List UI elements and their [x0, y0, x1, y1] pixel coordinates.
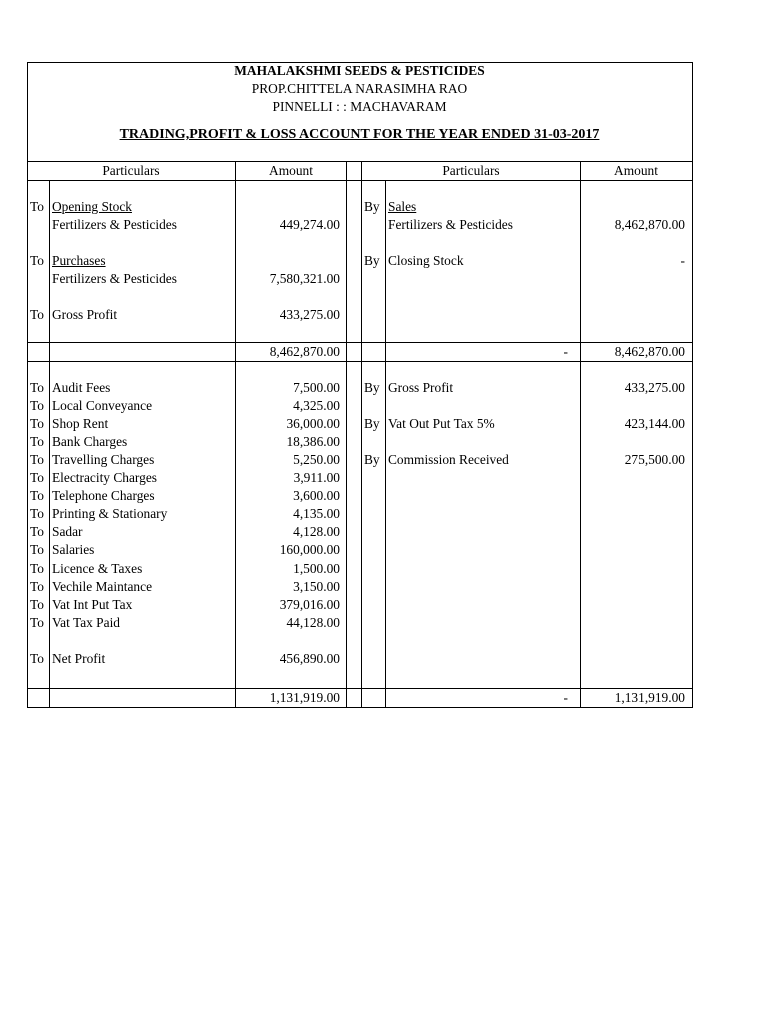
trading-total-rule-top	[27, 342, 693, 343]
trading-left-prefix: To	[30, 307, 44, 322]
pl-left-amount: 36,000.00	[286, 416, 340, 431]
pl-right-label: Commission Received	[388, 452, 509, 467]
pl-left-label: Electracity Charges	[52, 470, 157, 485]
trading-left-label: Purchases	[52, 253, 106, 268]
pl-right-amount: 275,500.00	[624, 452, 685, 467]
trading-right-label: Sales	[388, 199, 417, 214]
pl-left-prefix: To	[30, 524, 44, 539]
column-header-rule	[27, 180, 693, 181]
trading-left-amount: 433,275.00	[279, 307, 340, 322]
pl-left-prefix: To	[30, 470, 44, 485]
column-header-particulars-left: Particulars	[102, 163, 160, 178]
pl-right-prefix: By	[364, 452, 380, 467]
pl-right-amount: 433,275.00	[624, 380, 685, 395]
pl-left-prefix: To	[30, 398, 44, 413]
proprietor-name: PROP.CHITTELA NARASIMHA RAO	[251, 81, 468, 96]
trading-right-amount: -	[680, 253, 685, 268]
trading-left-prefix: To	[30, 199, 44, 214]
pl-left-label: Shop Rent	[52, 416, 109, 431]
pl-left-prefix: To	[30, 651, 44, 666]
trading-total-right-dash: -	[563, 344, 568, 359]
trading-left-label: Fertilizers & Pesticides	[52, 217, 177, 232]
column-header-particulars-right: Particulars	[442, 163, 500, 178]
trading-left-prefix: To	[30, 253, 44, 268]
pl-left-prefix: To	[30, 597, 44, 612]
pl-left-amount: 7,500.00	[293, 380, 340, 395]
gap-col-right-rule	[361, 161, 362, 708]
pl-total-rule	[27, 688, 693, 689]
pl-total-left: 1,131,919.00	[269, 690, 340, 705]
pl-left-amount: 44,128.00	[286, 615, 340, 630]
trading-right-label: Fertilizers & Pesticides	[388, 217, 513, 232]
pl-right-amount: 423,144.00	[624, 416, 685, 431]
pl-left-amount: 18,386.00	[286, 434, 340, 449]
pl-left-prefix: To	[30, 488, 44, 503]
table-border-left	[27, 62, 28, 708]
header-rule	[27, 161, 693, 162]
trading-total-left: 8,462,870.00	[269, 344, 340, 359]
pl-left-label: Net Profit	[52, 651, 106, 666]
pl-left-amount: 3,150.00	[293, 579, 340, 594]
pl-left-prefix: To	[30, 452, 44, 467]
table-border-bottom	[27, 707, 693, 708]
trading-right-prefix: By	[364, 199, 380, 214]
column-header-amount-left: Amount	[269, 163, 313, 178]
trading-right-prefix: By	[364, 253, 380, 268]
pl-left-amount: 4,135.00	[293, 506, 340, 521]
pl-left-label: Bank Charges	[52, 434, 128, 449]
pl-total-right: 1,131,919.00	[614, 690, 685, 705]
pl-left-amount: 160,000.00	[279, 542, 340, 557]
table-border-right	[692, 62, 693, 708]
trading-right-label: Closing Stock	[388, 253, 464, 268]
pl-right-prefix: By	[364, 416, 380, 431]
column-header-amount-right: Amount	[614, 163, 658, 178]
trading-left-label: Fertilizers & Pesticides	[52, 271, 177, 286]
trading-total-rule-bottom	[27, 361, 693, 362]
pl-left-amount: 4,325.00	[293, 398, 340, 413]
pl-right-prefix: By	[364, 380, 380, 395]
pl-left-prefix: To	[30, 615, 44, 630]
pl-left-prefix: To	[30, 416, 44, 431]
trading-left-label: Opening Stock	[52, 199, 132, 214]
pl-left-label: Sadar	[52, 524, 83, 539]
company-name: MAHALAKSHMI SEEDS & PESTICIDES	[234, 63, 485, 78]
pl-left-prefix: To	[30, 434, 44, 449]
pl-left-amount: 379,016.00	[279, 597, 340, 612]
business-location: PINNELLI : : MACHAVARAM	[272, 99, 447, 114]
pl-total-right-dash: -	[563, 690, 568, 705]
pl-left-label: Travelling Charges	[52, 452, 155, 467]
pl-left-prefix: To	[30, 380, 44, 395]
pl-left-label: Audit Fees	[52, 380, 111, 395]
pl-left-prefix: To	[30, 542, 44, 557]
pl-left-label: Vat Int Put Tax	[52, 597, 133, 612]
trading-left-label: Gross Profit	[52, 307, 118, 322]
pl-left-amount: 456,890.00	[279, 651, 340, 666]
pl-right-label: Gross Profit	[388, 380, 454, 395]
trading-total-right: 8,462,870.00	[614, 344, 685, 359]
pl-left-label: Vat Tax Paid	[52, 615, 120, 630]
pl-left-amount: 5,250.00	[293, 452, 340, 467]
gap-col-left-rule	[346, 161, 347, 708]
pl-left-amount: 1,500.00	[293, 561, 340, 576]
trading-left-amount: 449,274.00	[279, 217, 340, 232]
pl-left-label: Telephone Charges	[52, 488, 155, 503]
pl-left-label: Salaries	[52, 542, 95, 557]
pl-left-amount: 3,600.00	[293, 488, 340, 503]
trading-right-amount: 8,462,870.00	[614, 217, 685, 232]
pl-left-prefix: To	[30, 579, 44, 594]
pl-left-label: Licence & Taxes	[52, 561, 143, 576]
pl-left-prefix: To	[30, 506, 44, 521]
pl-right-label: Vat Out Put Tax 5%	[388, 416, 495, 431]
pl-left-label: Printing & Stationary	[52, 506, 168, 521]
table-border-top	[27, 62, 693, 63]
pl-left-label: Vechile Maintance	[52, 579, 153, 594]
right-prefix-col-rule	[385, 180, 386, 708]
right-amount-col-rule	[580, 161, 581, 708]
pl-left-prefix: To	[30, 561, 44, 576]
pl-left-amount: 3,911.00	[293, 470, 340, 485]
pl-left-amount: 4,128.00	[293, 524, 340, 539]
statement-title: TRADING,PROFIT & LOSS ACCOUNT FOR THE YEAR ENDED 31-03-2017	[119, 127, 600, 142]
pl-left-label: Local Conveyance	[52, 398, 153, 413]
trading-left-amount: 7,580,321.00	[269, 271, 340, 286]
